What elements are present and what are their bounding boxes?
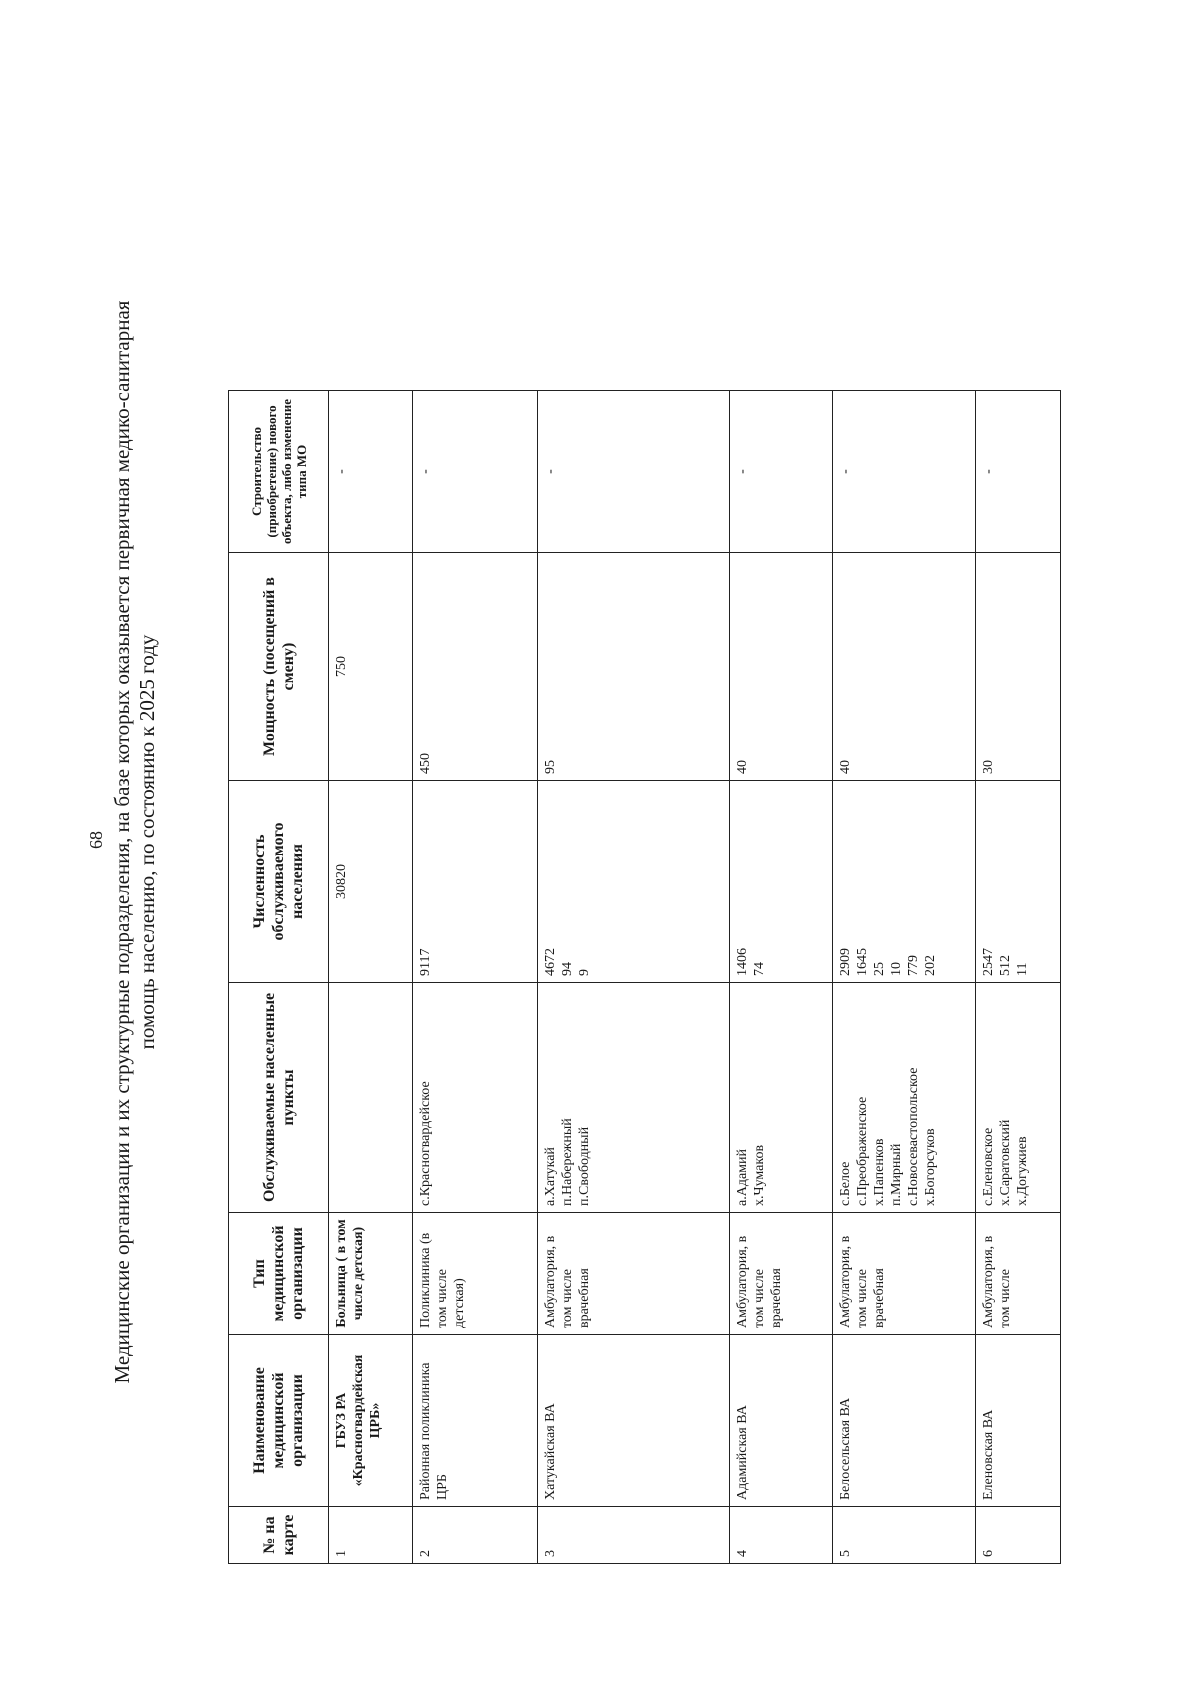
cell-capacity: 450	[413, 553, 538, 781]
cell-population	[413, 781, 538, 983]
cell-construction: -	[329, 391, 413, 553]
header-points: Обслуживаемые населенные пункты	[229, 983, 329, 1213]
population-value: 512	[998, 955, 1013, 976]
cell-type: Амбулатория, в том числе врачебная	[833, 1213, 976, 1335]
cell-population	[329, 781, 413, 983]
header-construction: Строительство (приобретение) нового объекта, либо изменение типа МО	[229, 391, 329, 553]
document-title	[110, 112, 160, 1572]
cell-name: ГБУЗ РА «Красногвардейская ЦРБ»	[329, 1335, 413, 1507]
cell-type: Больница ( в том числе детская)	[329, 1213, 413, 1335]
cell-points	[538, 983, 730, 1213]
cell-type: Амбулатория, в том числе врачебная	[538, 1213, 730, 1335]
population-value: 10	[889, 962, 904, 976]
cell-capacity: 30	[976, 553, 1061, 781]
population-value: 94	[560, 962, 575, 976]
cell-population	[538, 781, 730, 983]
table-row	[329, 391, 413, 1564]
cell-num: 5	[833, 1507, 976, 1564]
point-item: х.Чумаков	[752, 1144, 767, 1206]
point-item: х.Богорсуков	[923, 1128, 938, 1206]
population-value: 779	[906, 955, 921, 976]
point-item: с.Красногвардейское	[418, 1081, 433, 1206]
cell-population	[833, 781, 976, 983]
population-value: 2909	[838, 948, 853, 976]
header-population: Численность обслуживаемого населения	[229, 781, 329, 983]
title-line-1: Медицинские организации и их структурные подразделения, на базе которых оказывается первичная медико-санитарная	[110, 300, 134, 1384]
cell-construction: -	[413, 391, 538, 553]
point-item: х.Саратовский	[998, 1119, 1013, 1206]
header-type: Тип медицинской организации	[229, 1213, 329, 1335]
cell-construction: -	[976, 391, 1061, 553]
population-value: 2547	[981, 948, 996, 976]
point-item: п.Мирный	[889, 1143, 904, 1206]
point-item: х.Догужиев	[1015, 1136, 1030, 1206]
cell-name: Хатукайская ВА	[538, 1335, 730, 1507]
population-value: 30820	[334, 864, 349, 899]
point-item: а.Адамий	[735, 1148, 750, 1206]
cell-name: Адамийская ВА	[730, 1335, 833, 1507]
cell-construction: -	[833, 391, 976, 553]
table-row	[976, 391, 1061, 1564]
population-value: 9	[577, 969, 592, 976]
population-value: 74	[752, 962, 767, 976]
cell-points	[329, 983, 413, 1213]
header-capacity: Мощность (посещений в смену)	[229, 553, 329, 781]
population-value: 1645	[855, 948, 870, 976]
population-value: 25	[872, 962, 887, 976]
table-row	[413, 391, 538, 1564]
cell-capacity: 95	[538, 553, 730, 781]
cell-num: 2	[413, 1507, 538, 1564]
cell-type: Поликлиника (в том числе детская)	[413, 1213, 538, 1335]
point-item: с.Еленовское	[981, 1127, 996, 1206]
header-name: Наименование медицинской организации	[229, 1335, 329, 1507]
cell-points	[413, 983, 538, 1213]
cell-type: Амбулатория, в том числе врачебная	[730, 1213, 833, 1335]
cell-construction: -	[730, 391, 833, 553]
facilities-table	[228, 390, 1061, 1564]
population-value: 1406	[735, 948, 750, 976]
cell-capacity: 750	[329, 553, 413, 781]
cell-num: 1	[329, 1507, 413, 1564]
cell-num: 3	[538, 1507, 730, 1564]
table-row	[730, 391, 833, 1564]
population-value: 9117	[418, 948, 433, 976]
point-item: с.Белое	[838, 1161, 853, 1206]
table-row	[538, 391, 730, 1564]
table-body	[329, 391, 1061, 1564]
cell-points	[833, 983, 976, 1213]
cell-name: Еленовская ВА	[976, 1335, 1061, 1507]
point-item: п.Свободный	[577, 1126, 592, 1206]
title-line-2: помощь населению, по состоянию к 2025 году	[135, 634, 159, 1050]
cell-capacity: 40	[730, 553, 833, 781]
cell-points	[730, 983, 833, 1213]
point-item: с.Новосевастопольское	[906, 1067, 921, 1206]
point-item: п.Набережный	[560, 1118, 575, 1206]
table-row	[833, 391, 976, 1564]
header-row	[229, 391, 329, 1564]
point-item: а.Хатукай	[543, 1147, 558, 1206]
population-value: 4672	[543, 948, 558, 976]
header-num: № на карте	[229, 1507, 329, 1564]
cell-population	[730, 781, 833, 983]
cell-num: 4	[730, 1507, 833, 1564]
cell-num: 6	[976, 1507, 1061, 1564]
cell-type: Амбулатория, в том числе	[976, 1213, 1061, 1335]
population-value: 202	[923, 955, 938, 976]
cell-population	[976, 781, 1061, 983]
point-item: х.Папенков	[872, 1138, 887, 1206]
cell-name: Белосельская ВА	[833, 1335, 976, 1507]
population-value: 11	[1015, 962, 1030, 976]
cell-name: Районная поликлиника ЦРБ	[413, 1335, 538, 1507]
cell-construction: -	[538, 391, 730, 553]
point-item: с.Преображенское	[855, 1096, 870, 1206]
cell-capacity: 40	[833, 553, 976, 781]
page-number: 68	[86, 831, 106, 849]
cell-points	[976, 983, 1061, 1213]
